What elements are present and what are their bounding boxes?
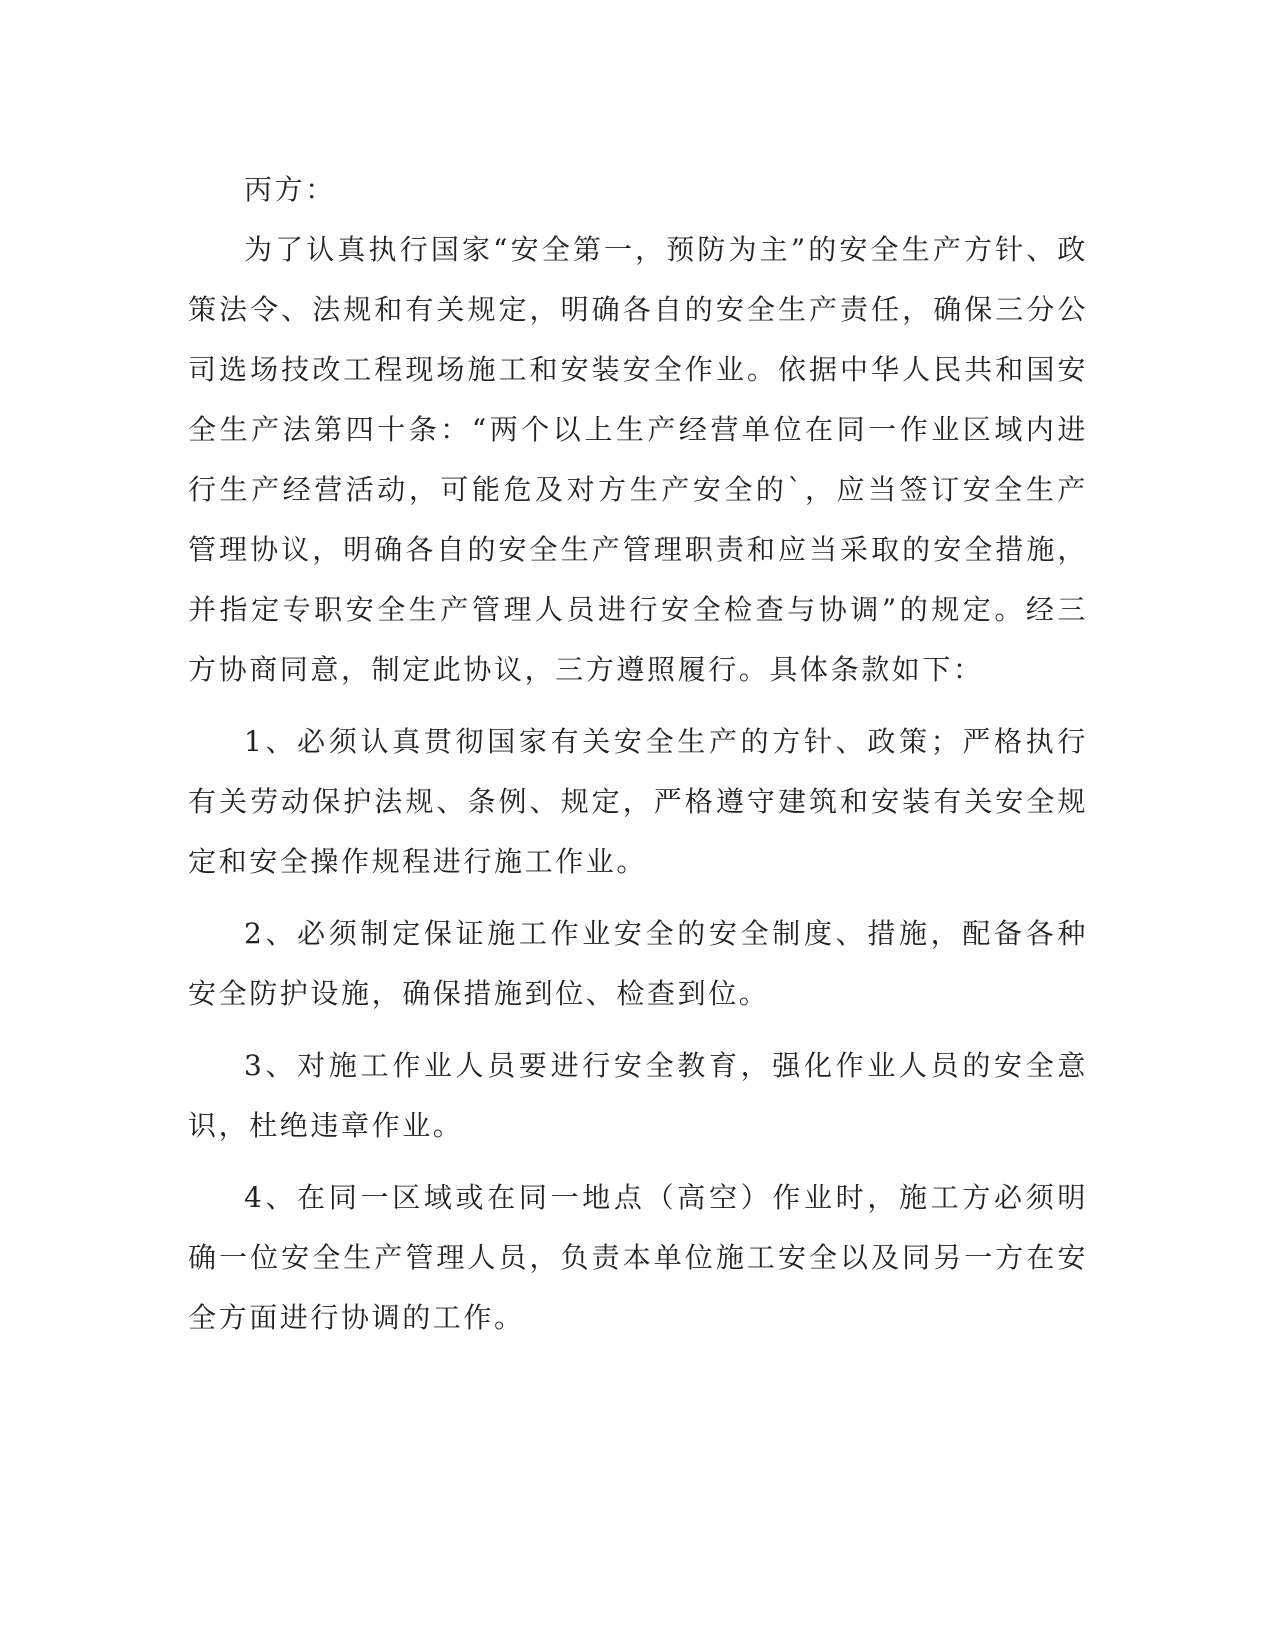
clause-3: 3、对施工作业人员要进行安全教育，强化作业人员的安全意识，杜绝违章作业。 xyxy=(188,1049,1088,1142)
clause-1: 1、必须认真贯彻国家有关安全生产的方针、政策；严格执行有关劳动保护法规、条例、规定，严格遵守建筑和安装有关安全规定和安全操作规程进行施工作业。 xyxy=(188,725,1088,878)
document-body xyxy=(188,160,1088,1348)
intro-paragraph: 为了认真执行国家“安全第一，预防为主”的安全生产方针、政策法令、法规和有关规定，明确各自的安全生产责任，确保三分公司选场技改工程现场施工和安装安全作业。依据中华人民共和国安全生产法第四十条：“两个以上生产经营单位在同一作业区域内进行生产经营活动，可能危及对方生产安全的`，应当签订安全生产管理协议，明确各自的安全生产管理职责和应当采取的安全措施，并指定专职安全生产管理人员进行安全检查与协调”的规定。经三方协商同意，制定此协议，三方遵照履行。具体条款如下： xyxy=(188,233,1088,686)
party-label: 丙方： xyxy=(244,173,336,206)
clause-4: 4、在同一区域或在同一地点（高空）作业时，施工方必须明确一位安全生产管理人员，负责本单位施工安全以及同另一方在安全方面进行协调的工作。 xyxy=(188,1181,1088,1334)
clause-2: 2、必须制定保证施工作业安全的安全制度、措施，配备各种安全防护设施，确保措施到位、检查到位。 xyxy=(188,917,1088,1010)
